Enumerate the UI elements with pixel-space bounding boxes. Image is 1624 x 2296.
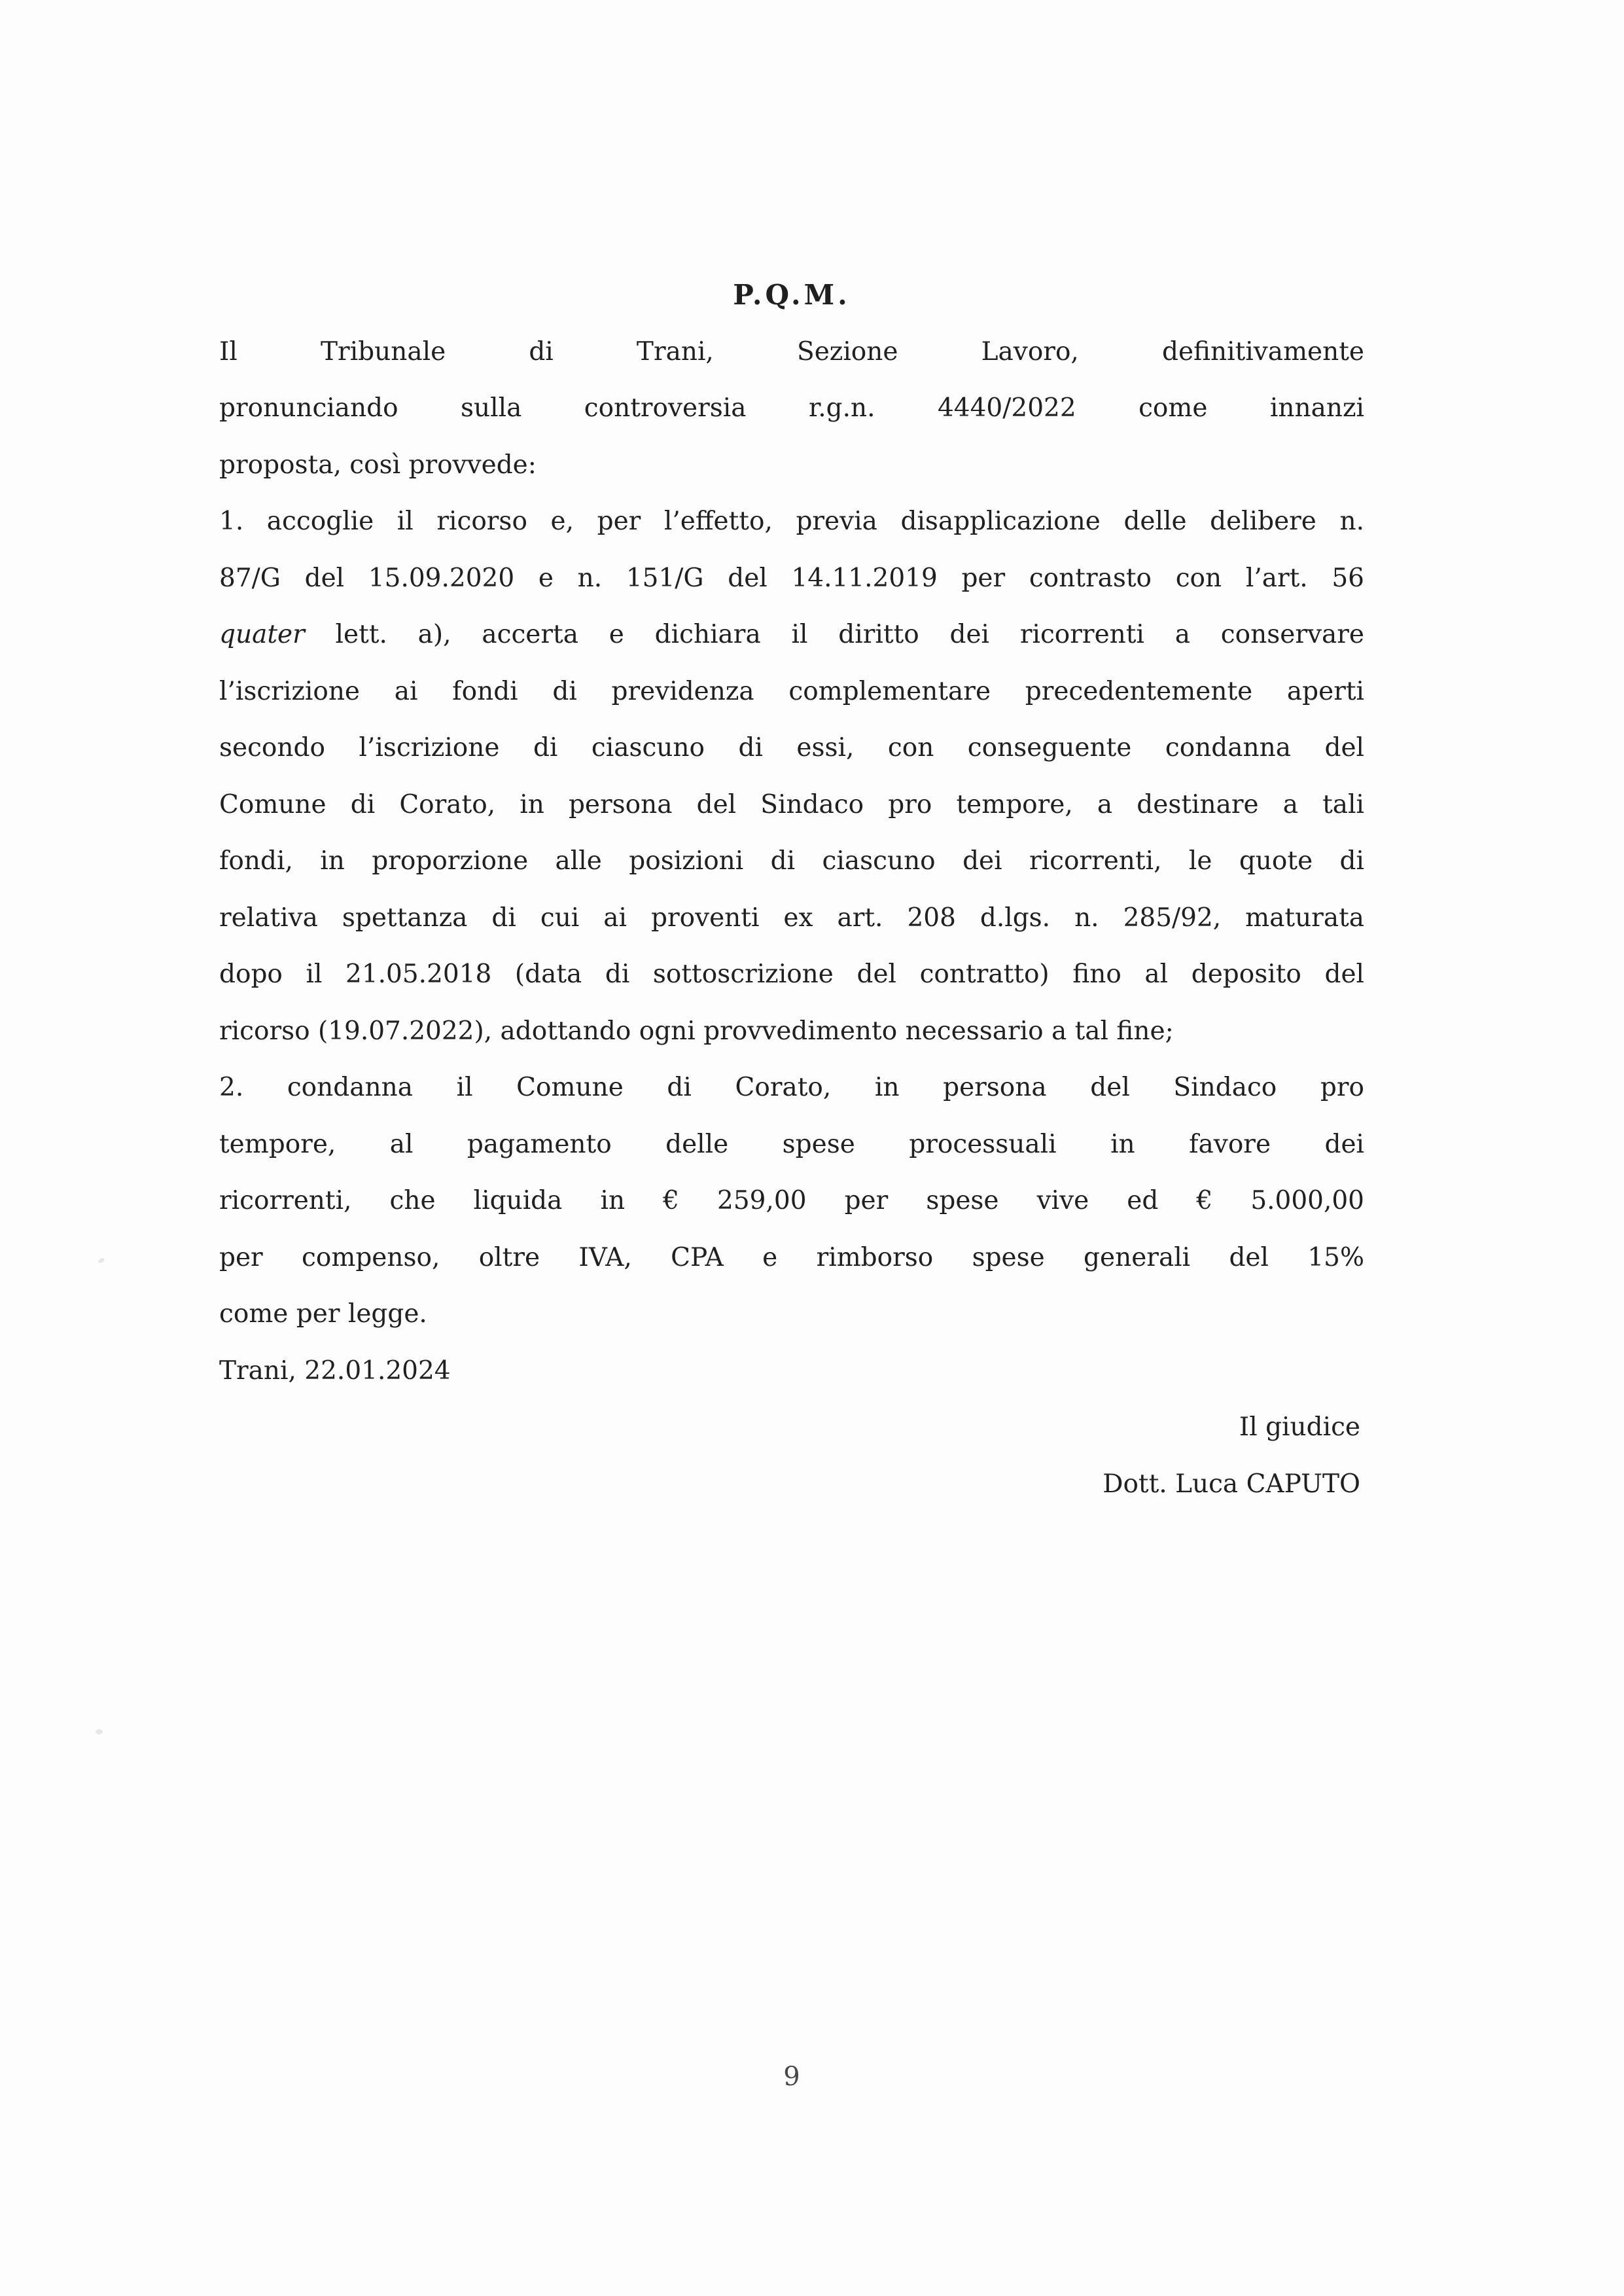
ruling-item-1-line-9 (219, 946, 1364, 1003)
ruling-item-1-line-8 (219, 890, 1364, 947)
scan-artifact (96, 1729, 103, 1734)
text-segment: lett. a), accerta e dichiara il diritto dei ricorrenti a conservare (304, 620, 1364, 649)
text-segment: pronunciando sulla controversia r.g.n. 4440/2022 come innanzi (219, 393, 1364, 423)
text-segment: proposta, così provvede: (219, 450, 537, 480)
intro-line-1 (219, 324, 1364, 381)
ruling-item-1-line-5 (219, 720, 1364, 777)
ruling-item-2-line-3 (219, 1173, 1364, 1230)
italic-term: quater (219, 620, 305, 649)
ruling-item-1-line-6 (219, 777, 1364, 834)
text-segment: 2. condanna il Comune di Corato, in persona del Sindaco pro (219, 1073, 1364, 1102)
text-segment: 1. accoglie il ricorso e, per l’effetto, previa disapplicazione delle delibere n. (219, 507, 1364, 536)
ruling-text-block (219, 267, 1364, 1513)
text-segment: come per legge. (219, 1299, 427, 1329)
ruling-item-1-line-7 (219, 833, 1364, 890)
ruling-lines (219, 324, 1364, 1513)
ruling-item-2-line-4 (219, 1230, 1364, 1287)
text-segment: Il giudice (1239, 1412, 1360, 1442)
ruling-item-1-line-10 (219, 1003, 1364, 1060)
text-segment: ricorso (19.07.2022), adottando ogni provvedimento necessario a tal fine; (219, 1016, 1174, 1046)
page-number: 9 (783, 2062, 800, 2092)
text-segment: dopo il 21.05.2018 (data di sottoscrizione del contratto) fino al deposito del (219, 960, 1364, 989)
scan-artifact (97, 1257, 105, 1265)
text-segment: fondi, in proporzione alle posizioni di ciascuno dei ricorrenti, le quote di (219, 846, 1364, 876)
text-segment: Comune di Corato, in persona del Sindaco pro tempore, a destinare a tali (219, 789, 1364, 819)
ruling-item-1-line-4 (219, 664, 1364, 721)
ruling-item-1-line-1 (219, 493, 1364, 550)
intro-line-2 (219, 380, 1364, 437)
text-segment: tempore, al pagamento delle spese processuali in favore dei (219, 1129, 1364, 1159)
signature-role (219, 1399, 1364, 1456)
text-segment: relativa spettanza di cui ai proventi ex art. 208 d.lgs. n. 285/92, maturata (219, 903, 1364, 933)
text-segment: Dott. Luca CAPUTO (1103, 1469, 1360, 1499)
ruling-item-2-line-2 (219, 1117, 1364, 1174)
text-segment: 87/G del 15.09.2020 e n. 151/G del 14.11.2019 per contrasto con l’art. 56 (219, 563, 1364, 593)
text-segment: l’iscrizione ai fondi di previdenza complementare precedentemente aperti (219, 676, 1364, 706)
signature-name (219, 1456, 1364, 1513)
ruling-item-1-line-2 (219, 550, 1364, 607)
ruling-item-1-line-3 (219, 607, 1364, 664)
ruling-item-2-line-5 (219, 1286, 1364, 1343)
pqm-heading: P.Q.M. (733, 279, 851, 311)
text-segment: Il Tribunale di Trani, Sezione Lavoro, definitivamente (219, 336, 1364, 367)
date-line (219, 1343, 1364, 1400)
text-segment: ricorrenti, che liquida in € 259,00 per spese vive ed € 5.000,00 (219, 1186, 1364, 1215)
text-segment: Trani, 22.01.2024 (219, 1355, 451, 1386)
text-segment: secondo l’iscrizione di ciascuno di essi, con conseguente condanna del (219, 733, 1364, 762)
ruling-item-2-line-1 (219, 1060, 1364, 1117)
text-segment: per compenso, oltre IVA, CPA e rimborso spese generali del 15% (219, 1242, 1364, 1272)
intro-line-3 (219, 437, 1364, 494)
